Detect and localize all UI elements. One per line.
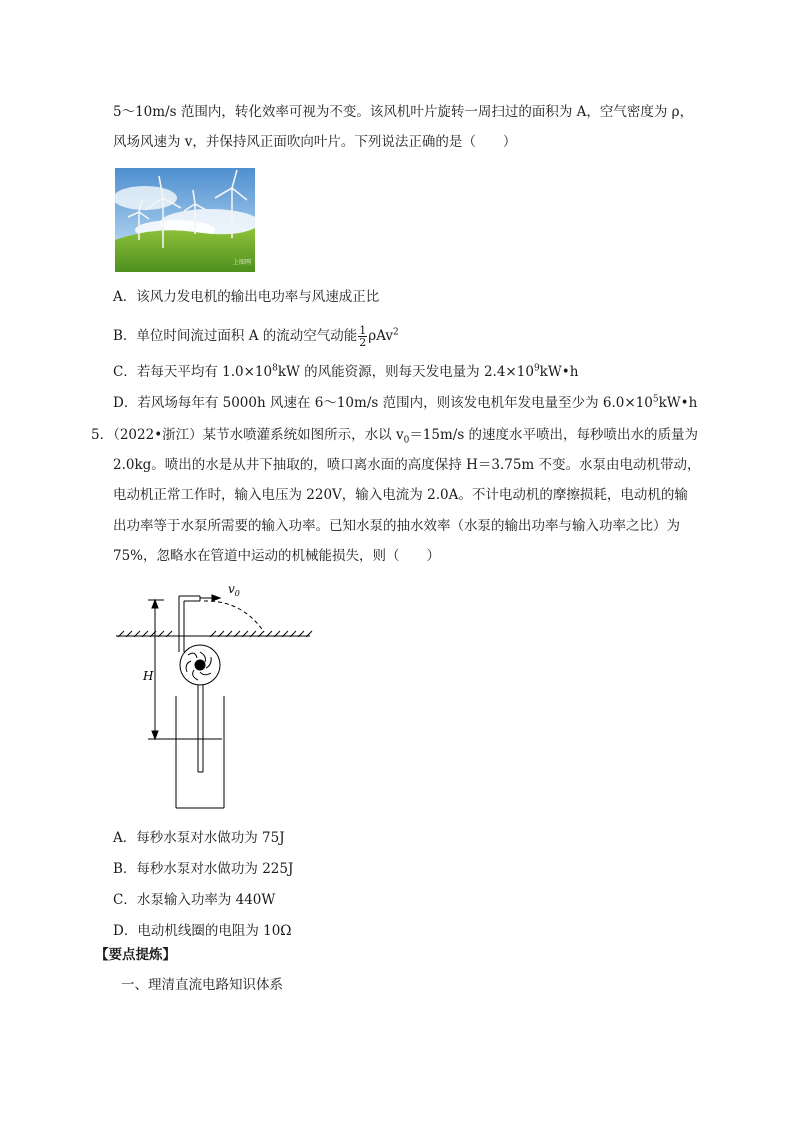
option-5c: C．水泵输入功率为 440W [113,892,276,908]
option-4b: B．单位时间流过面积 A 的流动空气动能 $\frac{1}{2}$ ρAv$^2$ [113,324,399,349]
photo-watermark: 上图网 [233,259,252,266]
section-heading: 【要点提炼】 [95,947,176,963]
water-pump [180,645,220,685]
question5-text-line2: 2.0kg。喷出的水是从井下抽取的，喷口离水面的高度保持 H＝3.75m 不变。水泵由电动机带动， [113,457,701,473]
option-5b: B．每秒水泵对水做功为 225J [113,861,294,877]
option-4d: D．若风场每年有 5000h 风速在 6～10m/s 范围内，则该发电机年发电量至少为 $6.0\times 10^5kW•h$ [113,394,698,411]
question5-text-line1: 5．（2022•浙江）某节水喷灌系统如图所示，水以 $v_0=15m/s$ 的速度水平喷出，每秒喷出水的质量为 [91,427,699,446]
v0-label: $v_0$ [228,582,240,598]
option-4c: C．若每天平均有 $1.0\times 10^8kW$ 的风能资源，则每天发电量为 $2.4\times 10^9kW•h$ [113,363,579,380]
sprinkler-system-diagram [112,580,316,812]
question4-text-line2: 风场风速为 v，并保持风正面吹向叶片。下列说法正确的是（ ） [113,134,517,150]
one-half-fraction: $\frac{1}{2}$ [359,324,367,349]
question4-text-line1: 5～10m/s 范围内，转化效率可视为不变。该风机叶片旋转一周扫过的面积为 A，空气密度为 ρ， [113,104,694,120]
section-subheading: 一、理清直流电路知识体系 [121,977,283,993]
option-5d: D．电动机线圈的电阻为 10Ω [113,923,292,939]
question5-text-line4: 出功率等于水泵所需要的输入功率。已知水泵的抽水效率（水泵的输出功率与输入功率之比）为 [113,518,680,534]
option-4b-text: B．单位时间流过面积 A 的流动空气动能 [113,328,358,344]
question5-text-line3: 电动机正常工作时，输入电压为 220V，输入电流为 2.0A。不计电动机的摩擦损耗，电动机的输 [113,487,688,503]
option-4b-formula: ρAv [368,328,394,344]
option-4a: A．该风力发电机的输出电功率与风速成正比 [113,289,380,305]
option-5a: A．每秒水泵对水做功为 75J [113,830,285,846]
question5-text-line5: 75%，忽略水在管道中运动的机械能损失，则（ ） [113,548,441,564]
wind-turbine-photo [115,168,255,272]
h-label: H [143,669,154,683]
